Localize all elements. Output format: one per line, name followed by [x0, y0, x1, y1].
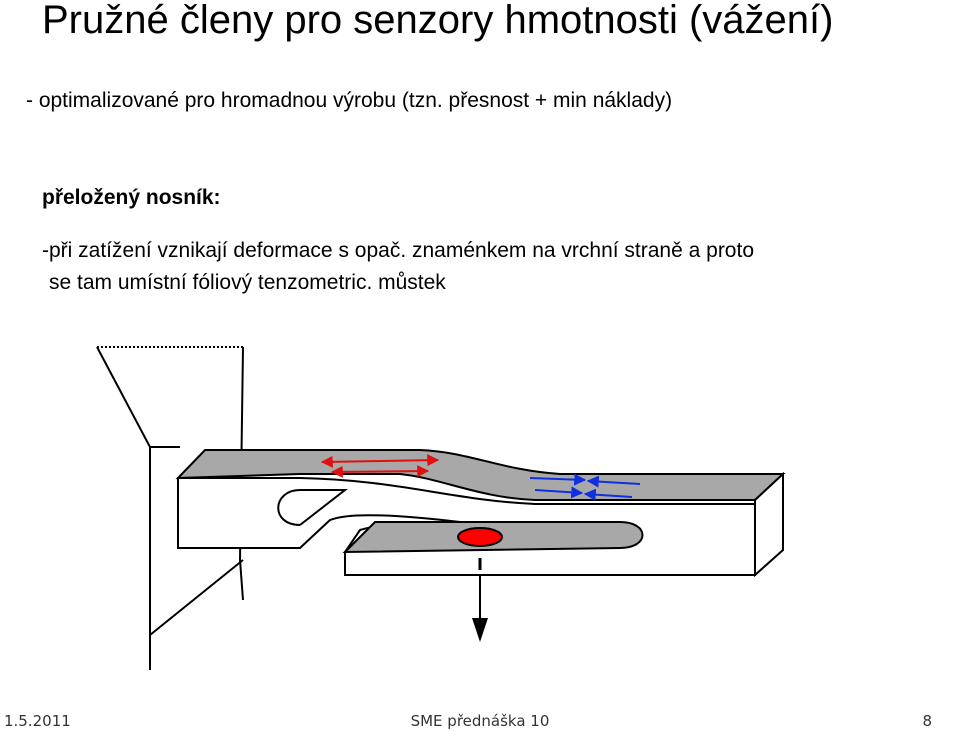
body-text	[42, 235, 754, 299]
body-line-1: -při zatížení vznikají deformace s opač. znaménkem na vrchní straně a proto	[42, 239, 755, 262]
slide-subtitle: - optimalizované pro hromadnou výrobu (tzn. přesnost + min náklady)	[26, 89, 673, 112]
slide-title: Pružné členy pro senzory hmotnosti (vážení)	[42, 0, 834, 42]
footer-page-number: 8	[922, 712, 932, 730]
folded-beam-diagram	[0, 330, 960, 670]
section-heading: přeložený nosník:	[42, 186, 221, 209]
body-line-2: se tam umístní fóliový tenzometric. můstek	[49, 271, 446, 294]
footer-date: 1.5.2011	[4, 712, 71, 730]
load-point	[458, 528, 502, 546]
footer-lecture: SME přednáška 10	[410, 712, 550, 730]
